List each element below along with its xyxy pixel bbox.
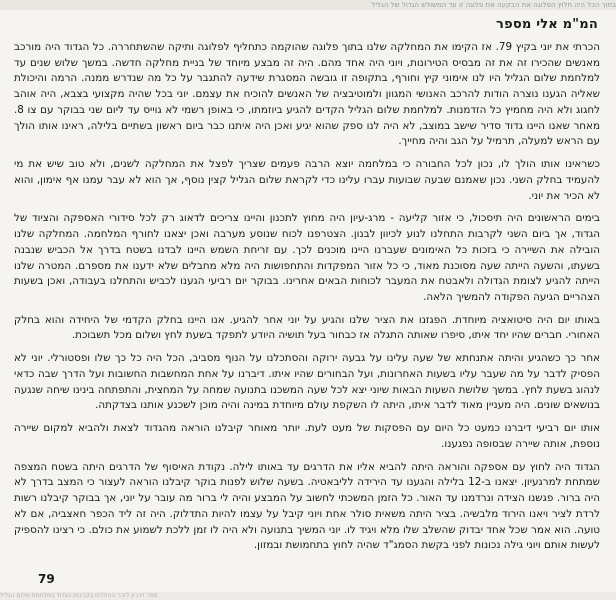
- section-heading: המ"מ אלי מספר: [496, 17, 598, 32]
- paragraph-6: אותו יום רביעי דיברנו כמעט כל היום עם הפסקות של מעט לעת. יותר מאוחר קיבלנו הוראה מהגדוד לצאת ולהביא למקום שיירה נוספת, אותה שיירה שבסופה נפגענו.: [14, 422, 600, 450]
- page-number: 79: [38, 572, 55, 586]
- paragraph-2: כשראינו אותו הולך לו, נכון לכל החבורה כי במלחמה יוצא הרבה פעמים שצריך לפצל את המחלקה לשנים, ולא טוב שיש את מי להעמיד בחלק השני. נכון שאמנם שבעה שבועות עברו עלינו כדי לקראת שלום הגליל קצין נוסף, אך הוא לא עבר עמנו אף אימון, והוא לא הכיר את יוני.: [14, 158, 600, 202]
- next-page-edge-text: ספר זיכרון לזכר הנופלים בקרבות הגדוד במלחמת שלום הגליל: [0, 592, 616, 600]
- paragraph-3: בימים הראשונים היה תיסכול, כי אזור קליעה - מרג-עיון היה מחוץ לתכנון והיינו צריכים לדאוג רק לכל סידורי האספקה והציוד של הגדוד, אך ביום השני לקרבות התחלנו לנוע לכיוון לבנון. הצטרפנו לכוח שנוסע מערבה ואכן יצאנו לחורף המלחמה. המחלקה שלנו הובילה את השיירה כי בזכות כל האימונים שעברנו היינו מוכנים לכך. עם זריחת השמש היינו לבדנו בשטח בדרך אל הכביש שנבנה בשעתו, והשעה הייתה שעה מסוכנת מאוד, כי כל אזור המפקדות והתחפושות היה מלא מחבלים שלא ידענו את מספרם. המטרה שלנו הייתה להגיע לצומת הגדולה ולאבטח את המעבר לכוחות הבאים אחרינו. בבוקר יום רביעי הגענו לכביש והתחלנו בעבודה, ואכן בשעות הצהריים הגיעה הפקודה להמשיך הלאה.: [14, 212, 600, 304]
- paragraph-7: הגדוד היה לחוץ עם אספקה והוראה היתה להביא אליו את הדרגים עד באותו לילה. נקודת האיסוף של הדרגים היתה בשטח המצפה שמתחת למרגעיון. יצאנו ב-12 בלילה והגענו עד הירידה לליבאטיה. בשעה שלוש לפנות בוקר קיבלנו הוראה לעצור כי המצב בדרך לא היה ברור. פגשנו הצידה ונרדמנו עד האור. כל הזמן המשכתי לחשוב על המבצע והיה לי ברור מה עובר על יוני, אך בבוקר קיבלנו רשות לרדת לציר ויאנו הירוד מלבשיה. בציר היתה משאית סולר אחת ויוני קיבל על עצמו להיות התדלוק. היה זה ליד הכפר חאצביה, אם לא טועה. הוא אמר שכל אחד יבדוק שהשלב שלו מלא ויגיד לו. יוני המשיך בתנועה ולא היה לו זמן ללכת לשמוע את כולם. כי רצינו להספיק לעשות אותם ויוני גילה נכונות לפני בקשת הסמג"ד שהיה לחוץ בתחמושת ובמזון.: [14, 460, 601, 552]
- body-text: [14, 40, 600, 561]
- paragraph-5: אחר כך כשהגיע והיתה אתנחתא של שעה עלינו על גבעה ירוקה והסתכלנו על הנוף מסביב, הכל היה כל כך שלו ופסטורלי. יוני לא הפסיק לדבר על מה שעבר עליו בשעות האחרונות, ועל הבחורים שהיו איתו. דיברנו על אחת המחשבות החשובות ועל הדרך שבה כדאי לנהוג בשעת לחץ. במשך שלושת השעות הבאות שיוני יצא לכל שעה המשכנו בתנועה שמחה על המחצית, והתפתחה בינינו שיחה שנגעה בנושאים שונים. היה מעניין מאוד לדבר איתו, היתה לו השקפת עולם מיוחדת במינה והיה מוכן לשכנע אותנו בצדקתה.: [14, 352, 600, 412]
- paragraph-4: באותו יום היה סיטואציה מיוחדת. הפגזנו את הציר שלנו והגיע על יוני אחר להגיע. אנו היינו בחלק הקדמי של היחידה והוא בחלק האחורי. חברים שהיו יחד איתו, סיפרו שאותה התגלה אז כבחור בעל תושיה היודע לתפקד בשעת לחץ ושלום מכל תשבוכת.: [14, 313, 600, 342]
- paragraph-1: הכרתי את יוני בקיץ 79. אז הקימו את המחלקה שלנו בתוך פלוגה שהוקמה כתחליף לפלוגה ותיקה שהשתחררה. כל הגדוד היה מורכב מאנשים שהכירו זה את זה מבסיס הטירונות, ויוני היה אחד מהם. היה זה מבצע מיוחד של בניית מחלקה חדשה. במשך שלוש שנים עד למלחמת שלום הגליל היו לנו אימוני קיץ וחורף, בתקופה זו גובשה המסגרת שידעה להתגבר על כל מה שנדרש ממנה. הרמה והיכולת שאליה הגענו נוצרה הודות להרכב האנושי המגוון ולמוטיבציה של האנשים להוכיח את עצמם. יוני בכל שהיה מקצועי בצבא, היה אוהב לחגוג ולא היה מחמיץ כל הזדמנות. למלחמת שלום הגליל הקדים להגיע ביוזמתו, כי באופן רשמי לא גוייס עד ליום שני בבוקר עם צו 8. מאחר שאנו היינו גדוד סדיר שישב במוצב, לא היה לנו ספק שהוא יגיע ואכן היה איתנו כבר ביום ראשון בשתיים בלילה, ראינו אותו הולך עם הראש למעלה, תרמיל על הגב והיה מחייך.: [14, 41, 600, 148]
- previous-page-edge-text: בתוך הכל היה חלוץ הפלוגה את הבקעה את פלוגה זו עד המשולש הגדול של הגליל: [0, 0, 616, 10]
